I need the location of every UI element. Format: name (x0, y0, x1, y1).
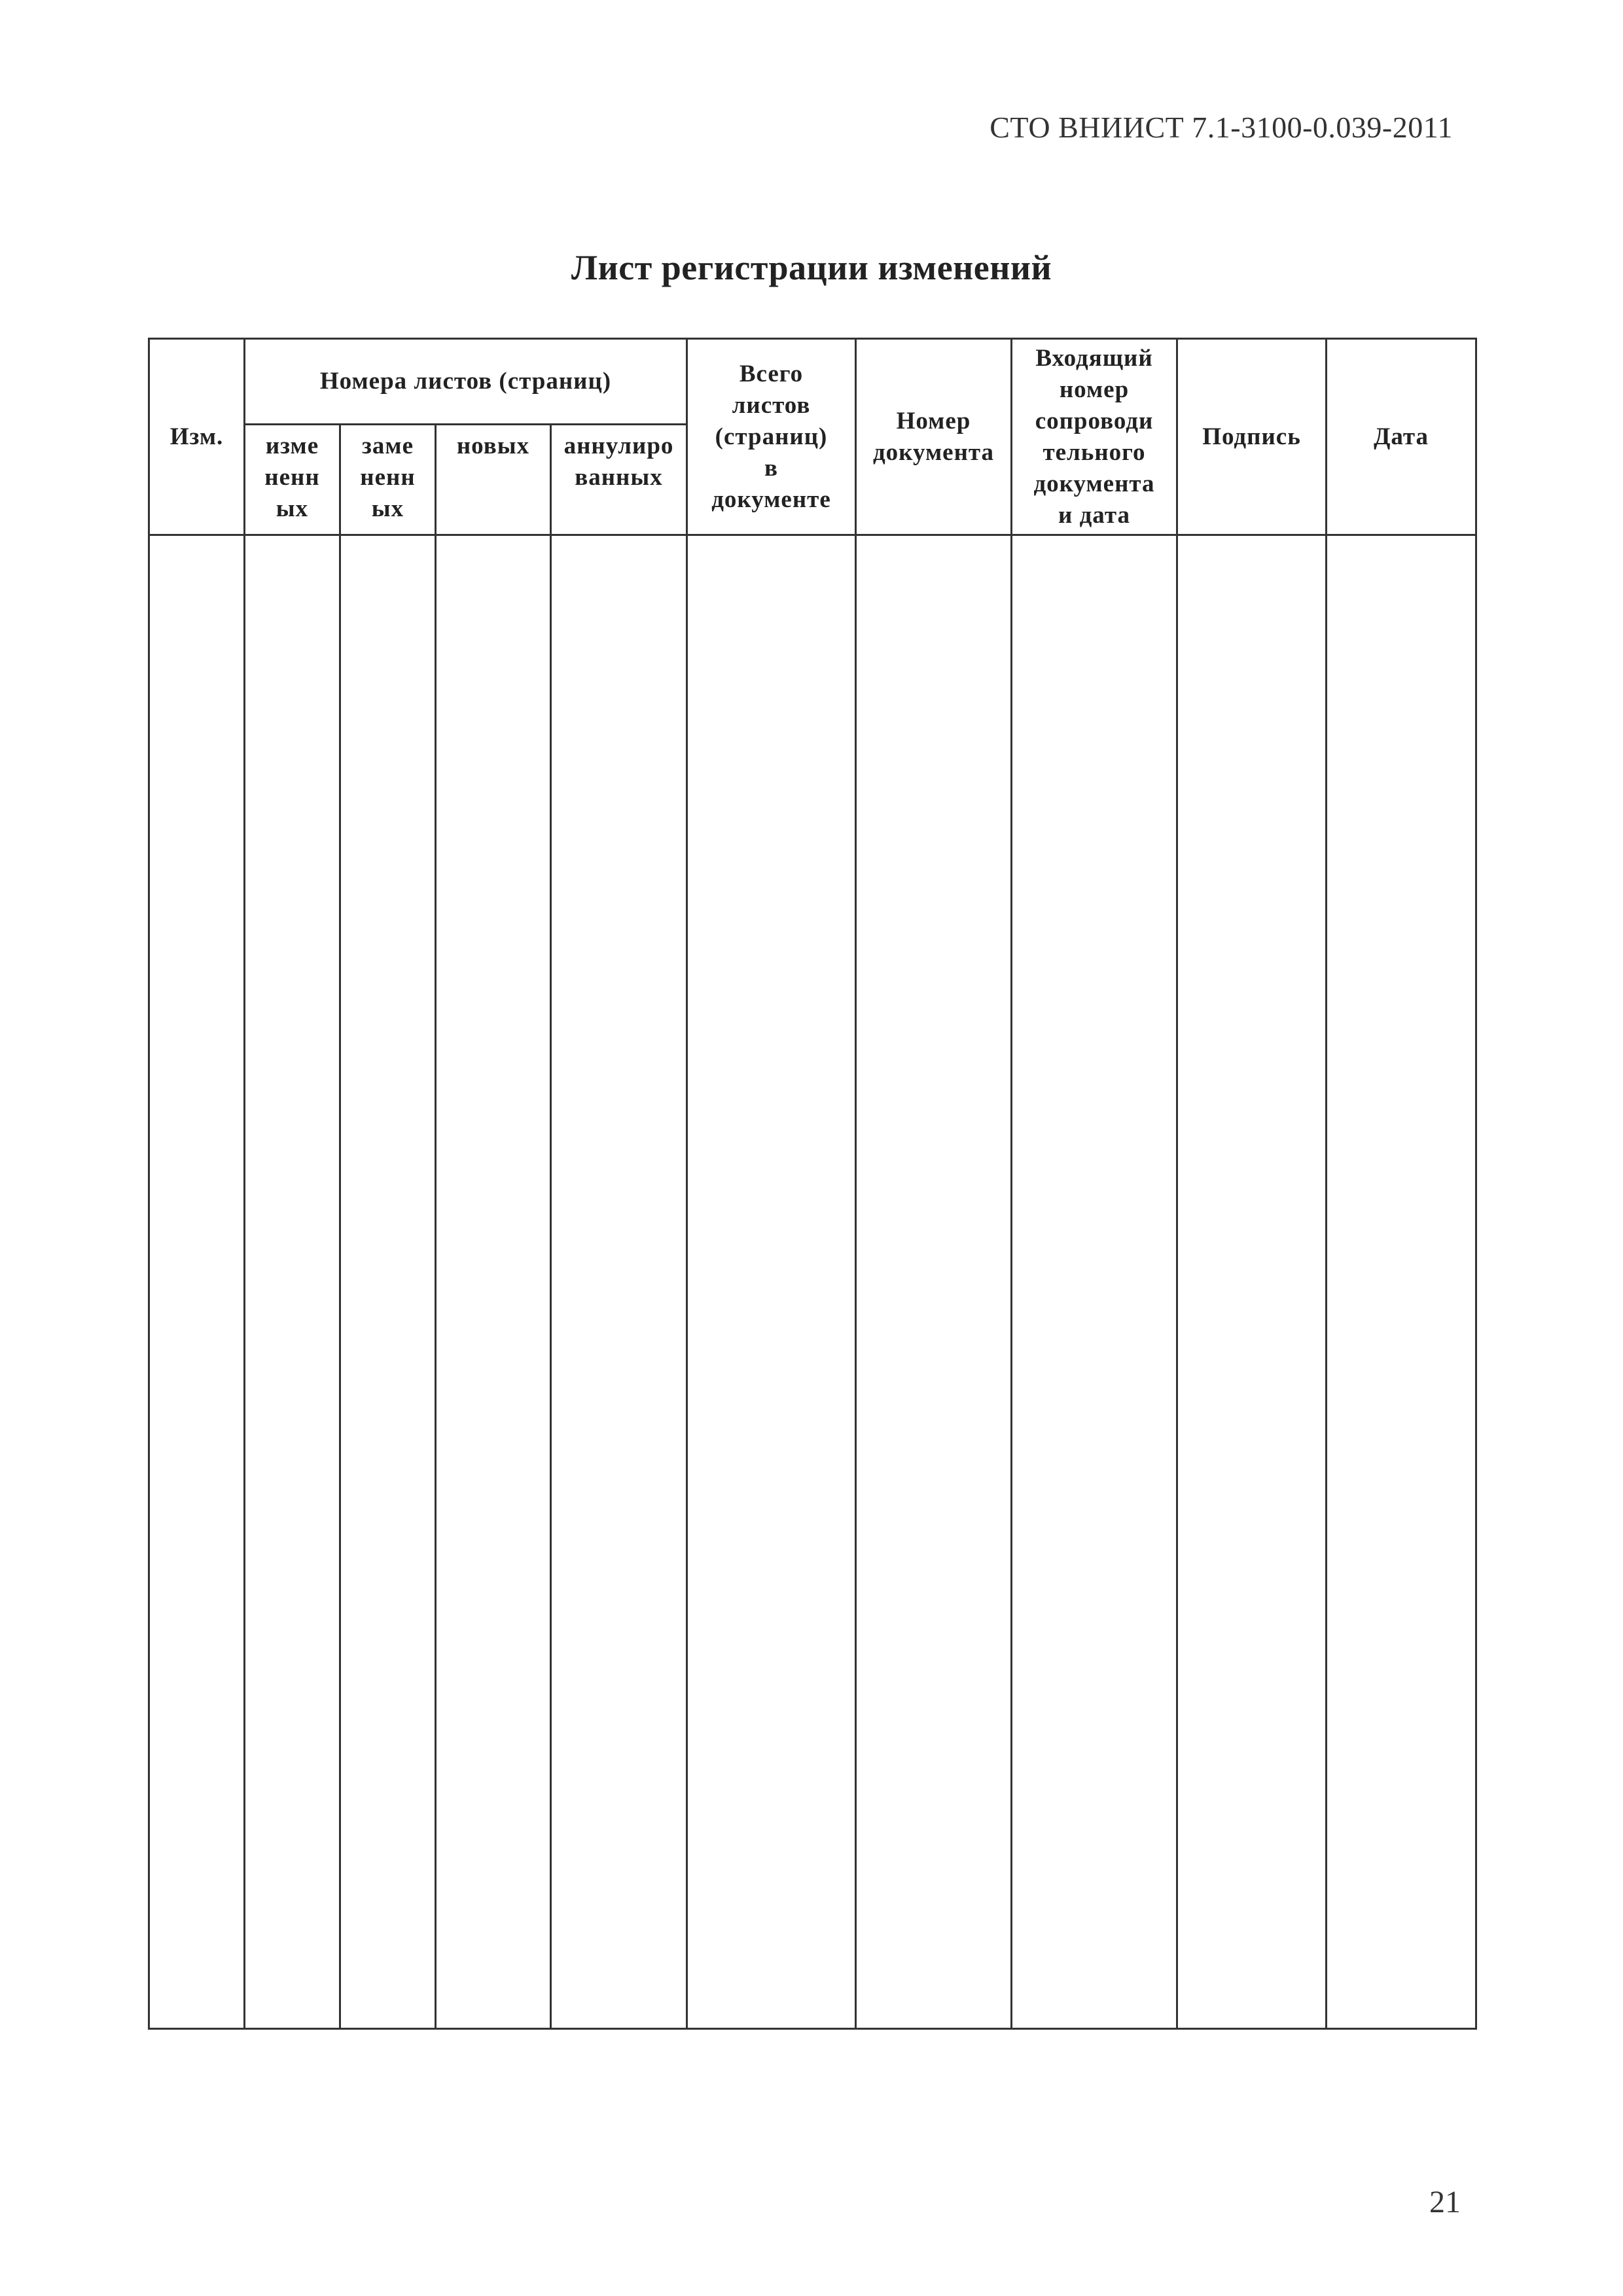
table-cell-new (436, 535, 551, 2029)
table-cell-total-sheets (687, 535, 856, 2029)
header-row-main (149, 339, 1476, 425)
column-header-new: новых (436, 425, 551, 535)
change-registration-table (148, 338, 1477, 2030)
column-header-date: Дата (1327, 339, 1476, 535)
table-cell-incoming-number (1012, 535, 1177, 2029)
table-cell-replaced (340, 535, 436, 2029)
column-header-sheet-numbers: Номера листов (страниц) (245, 339, 687, 425)
column-header-change: Изм. (149, 339, 245, 535)
column-header-changed: изме ненн ых (245, 425, 340, 535)
column-header-signature: Подпись (1177, 339, 1327, 535)
table-cell-signature (1177, 535, 1327, 2029)
column-header-incoming-number: Входящий номер сопроводи тельного документа и дата (1012, 339, 1177, 535)
page-title: Лист регистрации изменений (571, 248, 1052, 287)
table-cell-date (1327, 535, 1476, 2029)
document-code: СТО ВНИИСТ 7.1-3100-0.039-2011 (990, 111, 1453, 144)
table-cell-change (149, 535, 245, 2029)
table-cell-document-number (856, 535, 1012, 2029)
table-cell-annulled (551, 535, 687, 2029)
column-header-replaced: заме ненн ых (340, 425, 436, 535)
page-number: 21 (1429, 2185, 1461, 2219)
change-registration-table-container (148, 338, 1475, 2030)
table-cell-changed (245, 535, 340, 2029)
column-header-document-number: Номер документа (856, 339, 1012, 535)
column-header-annulled: аннулиро ванных (551, 425, 687, 535)
table-row (149, 535, 1476, 2029)
column-header-total-sheets: Всего листов (страниц) в документе (687, 339, 856, 535)
